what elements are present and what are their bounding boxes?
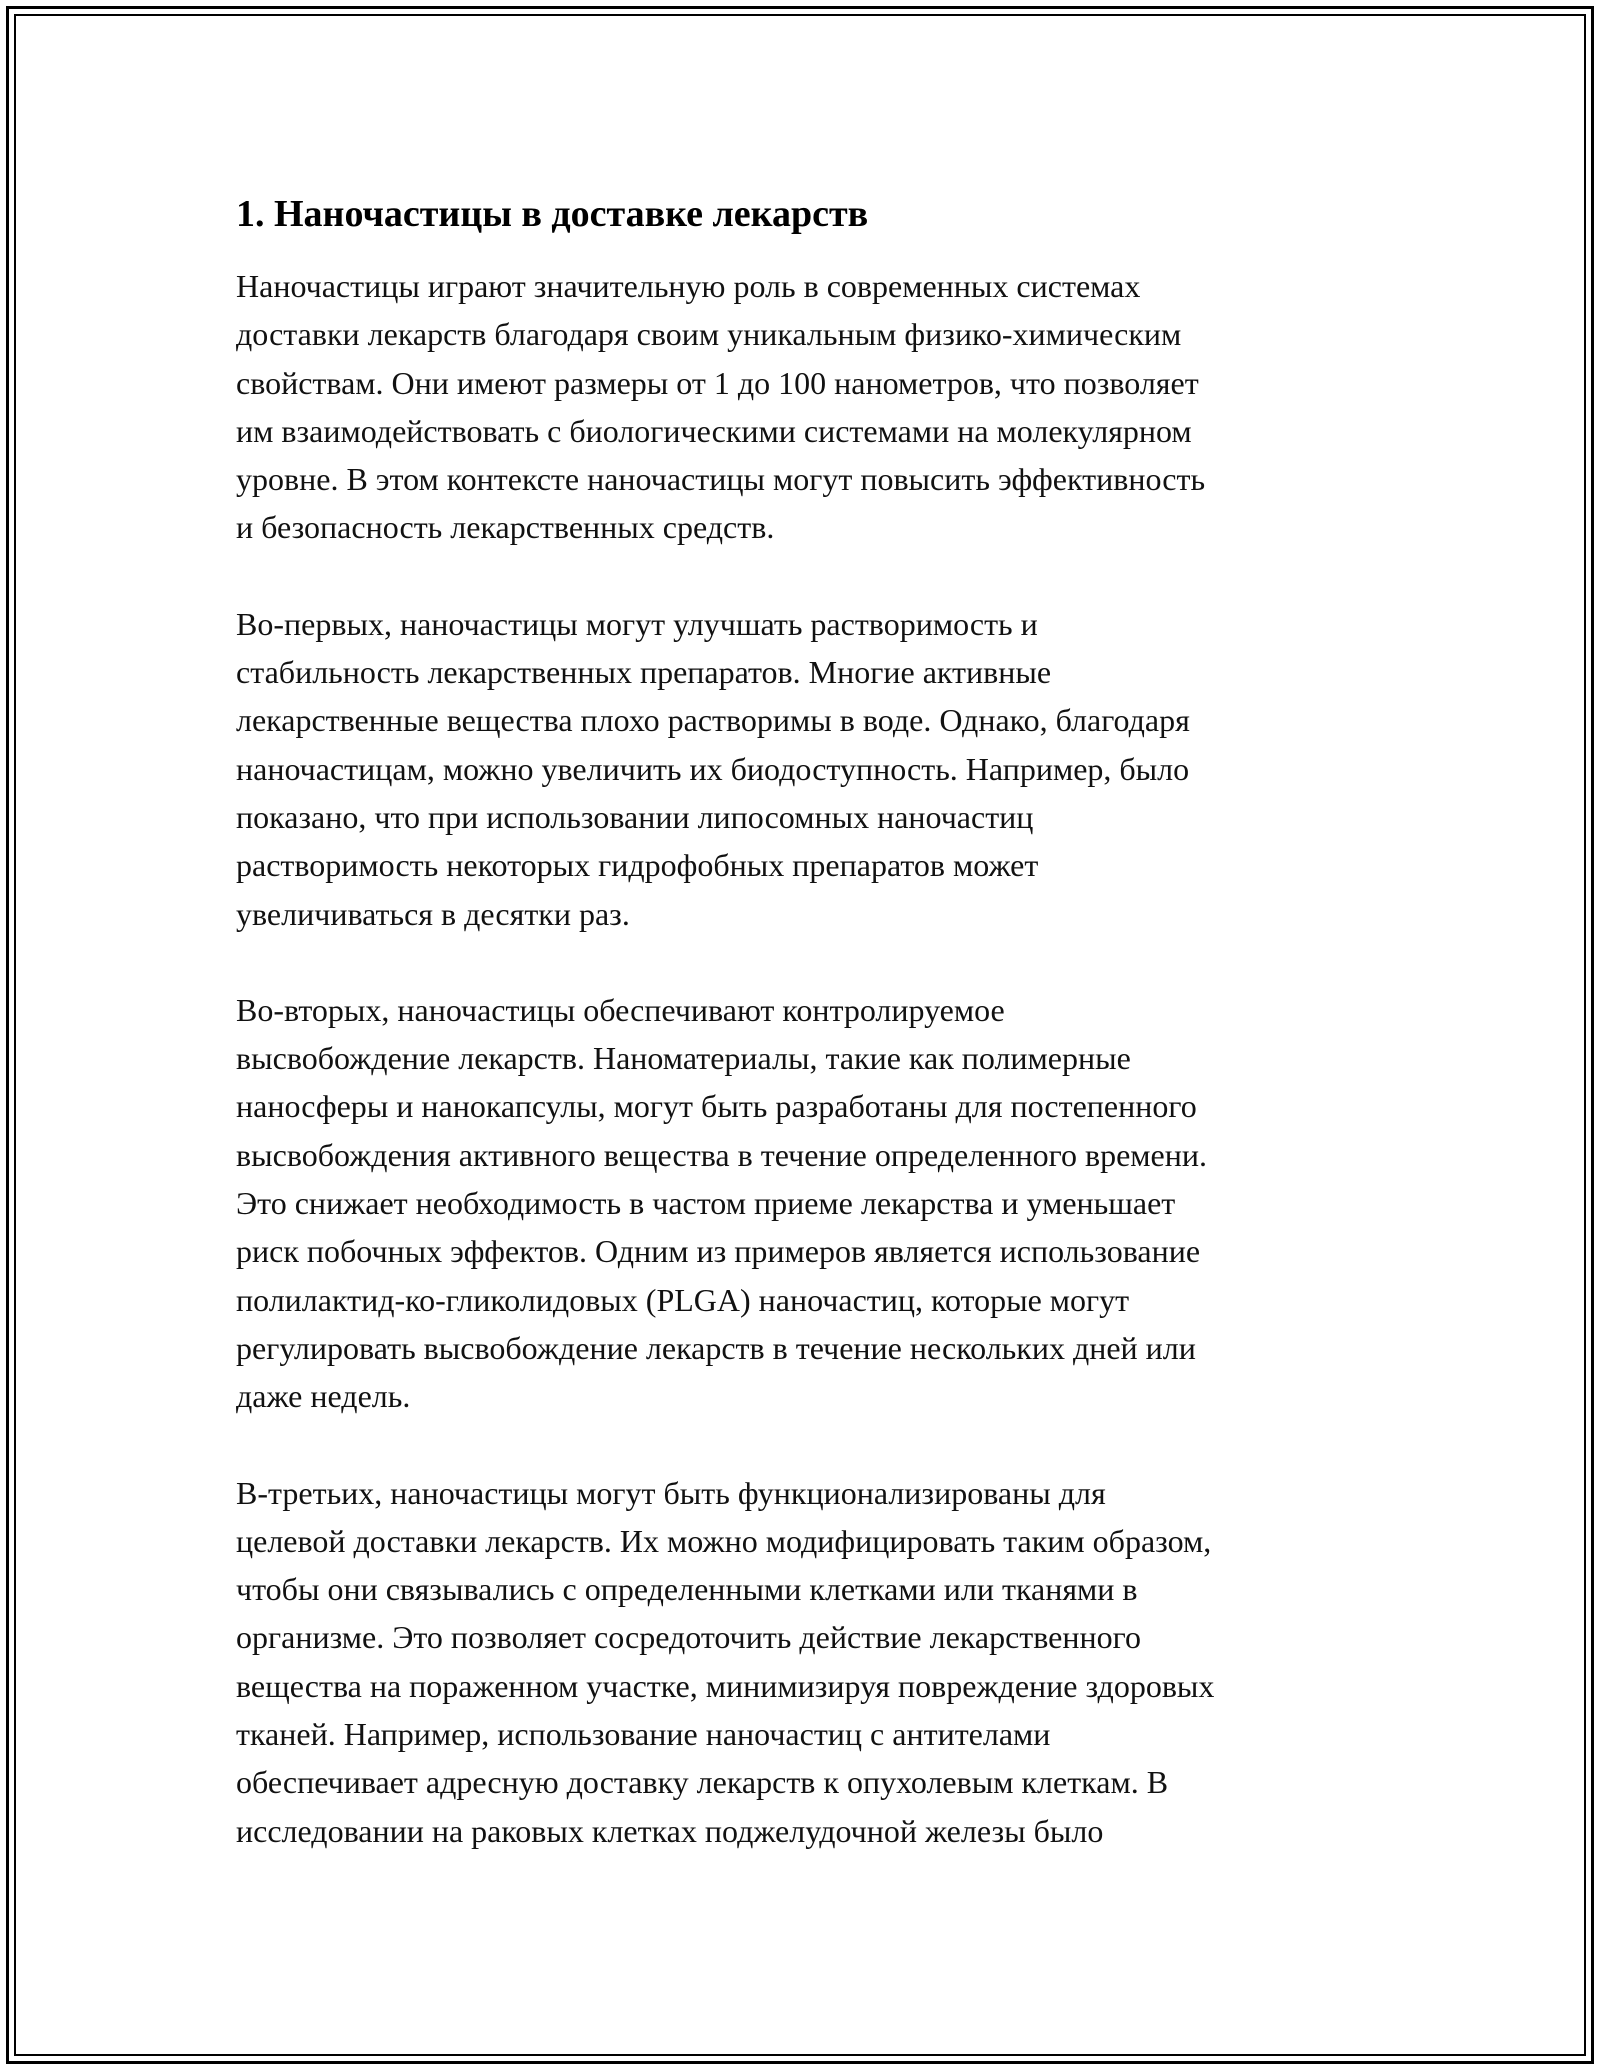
section-heading: 1. Наночастицы в доставке лекарств <box>236 193 869 235</box>
document-body <box>236 186 1376 1903</box>
paragraph-intro: Наночастицы играют значительную роль в современных системах доставки лекарств благодаря своим уникальным физико-химическим свойствам. Они имеют размеры от 1 до 100 нанометров, что позволяет им взаимодействовать с биологическими системами на молекулярном уровне. В этом контексте наночастицы могут повысить эффективность и безопасность лекарственных средств. <box>236 268 1206 546</box>
paragraph-targeted-delivery: В-третьих, наночастицы могут быть функционализированы для целевой доставки лекарств. Их можно модифицировать таким образом, чтобы они связывались с определенными клетками или тканями в организме. Это позволяет сосредоточить действие лекарственного вещества на пораженном участке, минимизируя повреждение здоровых тканей. Например, использование наночастиц с антителами обеспечивает адресную доставку лекарств к опухолевым клеткам. В исследовании на раковых клетках поджелудочной железы было <box>236 1474 1215 1849</box>
paragraph-solubility: Во-первых, наночастицы могут улучшать растворимость и стабильность лекарственных препаратов. Многие активные лекарственные вещества плохо растворимы в воде. Однако, благодаря наночастицам, можно увеличить их биодоступность. Например, было показано, что при использовании липосомных наночастиц растворимость некоторых гидрофобных препаратов может увеличиваться в десятки раз. <box>236 605 1190 932</box>
paragraph-controlled-release: Во-вторых, наночастицы обеспечивают контролируемое высвобождение лекарств. Наноматериалы, такие как полимерные наносферы и нанокапсулы, могут быть разработаны для постепенного высвобождения активного вещества в течение определенного времени. Это снижает необходимость в частом приеме лекарства и уменьшает риск побочных эффектов. Одним из примеров является использование полилактид-ко-гликолидовых (PLGA) наночастиц, которые могут регулировать высвобождение лекарств в течение нескольких дней или даже недель. <box>236 991 1207 1415</box>
